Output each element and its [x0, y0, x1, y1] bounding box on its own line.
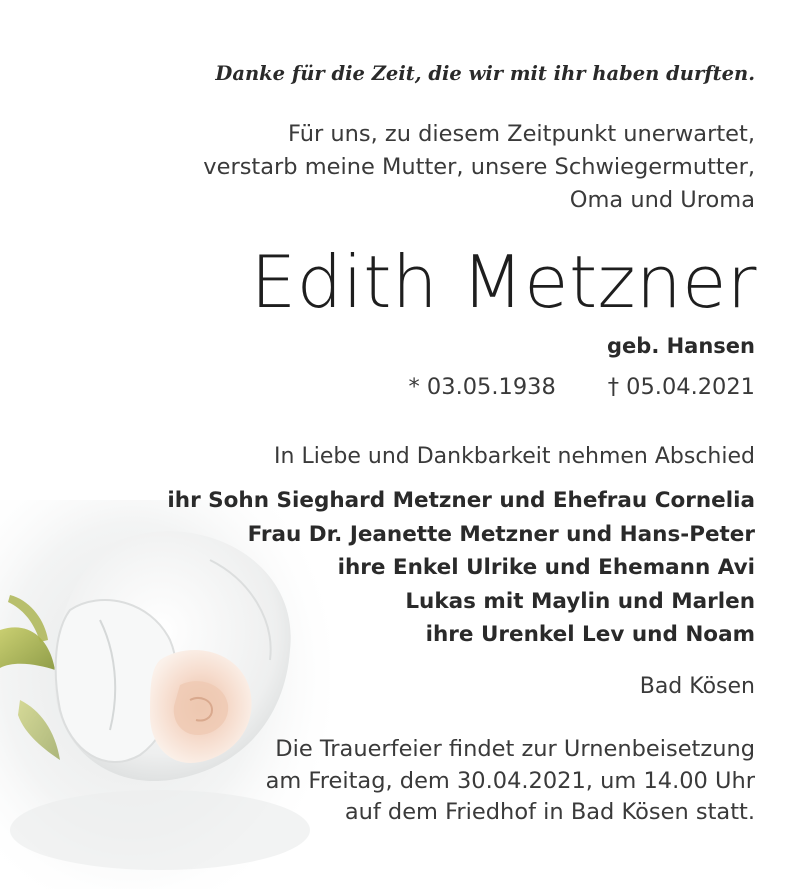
death-date: † 05.04.2021 — [607, 374, 755, 400]
service-line: Die Trauerfeier findet zur Urnenbeisetzung — [275, 736, 755, 762]
mourner-line: ihr Sohn Sieghard Metzner und Ehefrau Cornelia — [167, 488, 755, 513]
motto: Danke für die Zeit, die wir mit ihr haben durften. — [215, 62, 755, 85]
intro-line: Oma und Uroma — [569, 187, 755, 213]
mourners-list — [35, 484, 755, 652]
maiden-name: geb. Hansen — [607, 334, 755, 358]
deceased-name: Edith Metzner — [250, 240, 757, 324]
intro-text — [55, 118, 755, 217]
mourner-line: Lukas mit Maylin und Marlen — [405, 588, 755, 614]
service-info — [155, 734, 755, 829]
mourner-line: ihre Urenkel Lev und Noam — [425, 622, 755, 647]
mourner-line: ihre Enkel Ulrike und Ehemann Avi — [337, 555, 755, 580]
service-line: auf dem Friedhof in Bad Kösen statt. — [344, 799, 755, 825]
intro-line: Für uns, zu diesem Zeitpunkt unerwartet, — [288, 121, 755, 147]
intro-line: verstarb meine Mutter, unsere Schwiegermutter, — [203, 154, 755, 180]
farewell-text: In Liebe und Dankbarkeit nehmen Abschied — [274, 444, 755, 469]
life-dates — [409, 374, 755, 400]
place-name: Bad Kösen — [639, 674, 755, 699]
service-line: am Freitag, dem 30.04.2021, um 14.00 Uhr — [265, 767, 755, 794]
mourner-line: Frau Dr. Jeanette Metzner und Hans-Peter — [247, 521, 755, 547]
birth-date: * 03.05.1938 — [408, 374, 556, 400]
